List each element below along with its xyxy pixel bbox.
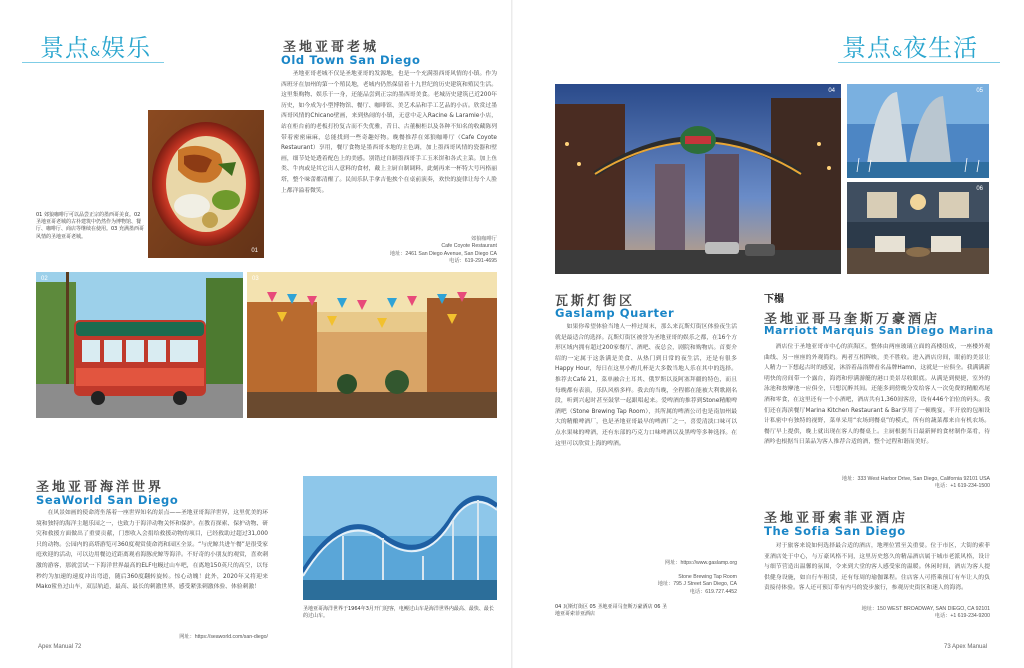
section-title: 景点 [40, 34, 90, 62]
caption-01-03: 01 郊狼咖啡厅可以品尝正宗的墨西哥美食。02 圣地亚哥老城的古朴建筑中仍然作为博物馆、餐厅、咖啡厅、商店等继续在使用。03 充满墨西哥风情的圣地亚哥老城。 [36, 212, 144, 240]
photo-06-sofia [847, 182, 989, 274]
photo-03-street [247, 272, 497, 418]
seaworld-website: 网址：https://seaworld.com/san-diego/ [179, 634, 268, 640]
sofia-title-cn: 圣地亚哥索菲亚酒店 [764, 511, 909, 526]
seaworld-title-en: SeaWorld San Diego [36, 493, 179, 507]
photo-number: 01 [251, 248, 258, 254]
page-gutter [511, 0, 513, 668]
seaworld-title-cn: 圣地亚哥海洋世界 [36, 480, 165, 495]
oldtown-title-cn: 圣地亚哥老城 [283, 40, 380, 55]
photo-number: 06 [976, 186, 983, 192]
oldtown-address-block [300, 236, 497, 266]
gaslamp-title-cn: 瓦斯灯街区 [555, 294, 636, 309]
section-header-left [40, 28, 151, 63]
oldtown-address-name-en: Cafe Coyote Restaurant [441, 243, 497, 250]
seaworld-body: 在风景如画的使命湾坐落着一座世界知名的景点——圣地亚哥海洋世界，这里优美的环境和独特的海洋主题乐园之一，也致力于海洋动物关怀和保护。在教育探索、保护动物、研究和救援方面做出了重要贡献，门票收入会捐给救援动物的项目，已经救助过超过31,000只的动物。公园内的高塔游览可360度观赏使命湾和园区全景。“与虎鲸共进午餐”是很受家庭欢迎的活动，可以边用餐边近距离观看海豚虎鲸等海洋。不好奇的小朋友的观赏，喜欢刺激的游客，那就尝试一下海洋世界最高的ELF电鳗过山车吧，在离地150英尺的高空，以每秒约为加速的速度冲出弯道，随后360度翻转旋转。惊心动魄！此外，2020年又将迎来Mako鲨鱼过山车，双层轨道，最高、最长的刺激世界，感受紧张刺激体验、体验刺激！ [36, 510, 268, 591]
gaslamp-website: 网址：https://www.gaslamp.org [664, 560, 737, 566]
photo-number: 05 [976, 88, 983, 94]
photo-number: 02 [41, 276, 48, 282]
gaslamp-address-block [555, 574, 737, 596]
photo-number: 03 [252, 276, 259, 282]
photo-05-marriott [847, 84, 989, 178]
photo-01-food [148, 110, 264, 258]
photo-seaworld-coaster [303, 476, 497, 600]
section-title-2: 娱乐 [101, 34, 152, 62]
oldtown-address-phone: 电话：619-291-4695 [449, 258, 497, 265]
marriott-title-cn: 圣地亚哥马奎斯万豪酒店 [764, 312, 941, 327]
sofia-phone: 电话：+1 619-234-9200 [934, 613, 990, 620]
folio-left: Apex Manual 72 [38, 644, 82, 650]
section-title-2: 夜生活 [903, 34, 979, 62]
marriott-title-en: Marriott Marquis San Diego Marina [764, 325, 994, 337]
marriott-address: 地址：333 West Harbor Drive, San Diego, California 92101 USA [841, 476, 990, 482]
section-header-right [842, 28, 978, 63]
section-title: 景点 [842, 34, 892, 62]
gaslamp-address-street: 地址：795 J Street San Diego, CA [657, 581, 737, 588]
caption-04-06: 04 瓦斯灯街区 05 圣地亚哥马奎斯万豪酒店 06 圣地亚哥索菲亚酒店 [555, 604, 668, 618]
sofia-address: 地址：150 WEST BROADWAY, SAN DIEGO, CA 92101 [861, 606, 990, 612]
seaworld-caption: 圣地亚哥海洋世界于1964年3月开门迎客，电鳗过山车是海洋世界内最高、最快、最长的过山车。 [303, 606, 494, 620]
folio-right: 73 Apex Manual [944, 644, 988, 650]
gaslamp-body: 如果你希望体验当地人一样过周末，那么来瓦斯灯街区体验夜生活就是最适合的选择。瓦斯灯街区被誉为圣地亚哥的娱乐之都，在16个方形区域内拥有超过200家餐厅、酒吧、夜总会，剧院和购物店。首要介绍的一定属于这条满是美食、从热门到日常的夜生活，还是有很多Happy Hour，每日在这里小酌几杯是大多数当地人乐在其中的选择。推荐去Café 21，菜单融合土耳其、俄罗斯以及阿塞拜疆的特色，而且每晚都有表演，乐队风格多样。我去的当晚，全程都在能被大利歌剧名段，听到兴起时甚至鼓掌一起跟唱起来。爱啤酒的推荐到Stone精酿啤酒吧（Stone Brewing Tap Room），其所属的啤酒公司也是南加州最大的精酿啤酒厂，也是圣地亚哥最早的啤酒厂之一，喜爱清淡口味可以点水果味的啤酒，还有东部的巧克力口味啤酒以及黑啤等多种选择。在这里可以欣赏上海的啤酒。 [555, 324, 737, 447]
photo-04-gaslamp [555, 84, 841, 274]
photo-number: 04 [828, 88, 835, 94]
marriott-body: 酒店位于圣地亚哥市中心的滨海区，整体由两座玻璃立面的高楼组成，一座楼外观曲线、另一座座的外观简约。两者互相辉映，美不胜收。进入酒店房间，眼前的美景让人精力一下想起古时的感觉，沐浴着品浴牌看名品牌Hamn，这就是一应俱全。我满满新明快的房间带一个露台，海湾和停满游艇的港口美景尽收眼底。从满是到便捷，室外的泳池和按摩池一应俱全，只想沉醉其间。还能多到傍晚分发给客人一次免费的精酿鸡尾酒和零食，在这里还有一个小酒吧，酒店共有1,360间客房，设有446个泊位的码头。我们还在海滨餐厅Marina Kitchen Restaurant & Bar享用了一顿晚宴。半开放的包厢设计私密中有独特的视野，菜单采用“农场到餐桌”的模式，所有的蔬菜都来自有机农场。餐厅早上提供，晚上就出现在客人的餐桌上。主厨根据当日最新鲜的食材制作菜肴，待酒吟也根据当日菜品为客人推荐合适的酒，整个过程和谐而美好。 [764, 344, 990, 446]
sofia-address-block [764, 606, 990, 621]
stay-subheading: 下榻 [764, 294, 784, 305]
gaslamp-title-en: Gaslamp Quarter [555, 306, 675, 320]
oldtown-title-en: Old Town San Diego [281, 53, 421, 67]
gaslamp-address-name: Stone Brewing Tap Room [678, 574, 737, 580]
oldtown-address-street: 地址：2461 San Diego Avenue, San Diego CA [389, 250, 497, 257]
marriott-phone: 电话：+1 619-234-1500 [934, 483, 990, 490]
gaslamp-address-phone: 电话：619.727.4452 [689, 588, 737, 595]
photo-02-trolley [36, 272, 243, 418]
sofia-body: 对于旅客来说如何选择最合适的酒店，地理位置至关重要。位于市区，大街的索菲亚酒店处于中心，与万豪风格不同，这里历史悠久的精品酒店属于城市老派风格，设计与细节营造出温馨的氛围，令来到大堂的客人感受家的温暖。休闲时间，酒店为客人提供健身设施，如自行车租赁，还有每周的瑜伽课程。住店客人可搭乘预订有车让人的负责接待体验。客人还可预订带有内马的瓷步旅行，参观历史街区和迷人的海湾。 [764, 543, 990, 592]
marriott-address-block [764, 476, 990, 491]
oldtown-body: 圣地亚哥老城不仅是圣地亚哥的发源地，也是一个充满墨西哥风情的小镇。作为西班牙在加州的第一个殖民地，老城内仍然保留着十九世纪的历史建筑和殖民生活。这里集购物、娱乐于一身，还能品尝到正宗的墨西哥美食。老城历史建筑已近200年历史，如今成为小型博物馆、餐厅、咖啡馆、美艺术品和手工艺品的小店。欣赏过墨西哥风情的Chicano壁画，来到热闹的小镇，无意中走入Racine & Laramie小店，站在柜台前的老板打扮复古而不失优雅，昔日、古董橱柜以及各种不知名的收藏陈列带着密密麻麻，总能找到一些奇趣好物。晚餐推荐在郊狼咖啡厅（Cafe Coyote Restaurant）享用，餐厅食物是墨西哥本地的主色调，加上墨西哥风情的瓷器和壁画，细节处处透着配色上的美感。别错过自制墨西哥手工玉米饼和各式主菜。加上鱼类、牛肉或是其它出人意料的食材，戴上主厨自制调料，此刻再来一杯特大号玛格丽塔，整个味蕾都清醒了。民间乐队手拿吉他挨个在桌前演奏，欢快的旋律让每个人脸上都洋溢着微笑。 [281, 71, 497, 194]
section-amp: & [90, 45, 102, 60]
section-amp: & [892, 45, 904, 60]
sofia-title-en: The Sofia San Diego [764, 524, 906, 538]
oldtown-address-name: 郊狼咖啡厅 [471, 236, 497, 242]
